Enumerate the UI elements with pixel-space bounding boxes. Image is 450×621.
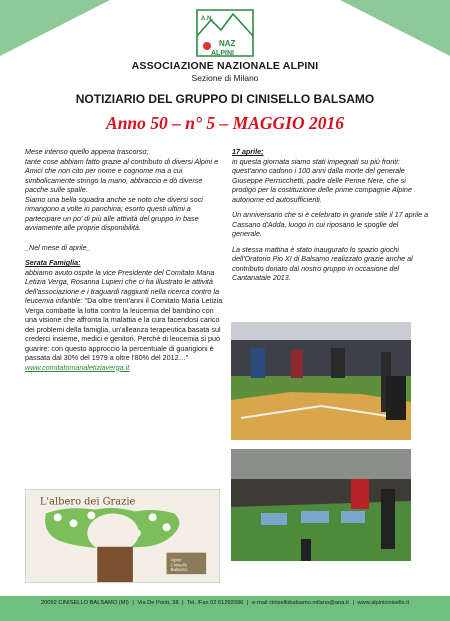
footer	[0, 600, 450, 606]
newsletter-title: NOTIZIARIO DEL GRUPPO DI CINISELLO BALSAMO	[75, 92, 375, 106]
header-corner-decoration-left	[0, 0, 110, 56]
oratorio-paragraph: La stessa mattina è stato inaugurato lo spazio giochi dell'Oratorio Pio XI di Balsamo realizzato grazie anche al contributo donato dal nostro gruppo in occasione del Cantanatale 2013.	[232, 244, 413, 282]
footer-separator: |	[352, 600, 354, 606]
intro-line: Siamo una bella squadra anche se noto che diversi soci rimangono a volte in panchina; esorto questi ultimi a partecipare un po' di più alle attività del gruppo in base avviamente alle proprie disponibilità.	[25, 194, 203, 232]
logo-text-alpini: ALPINI	[211, 50, 234, 57]
tree-title: L'albero dei Grazie	[39, 496, 136, 508]
issue-title: Anno 50 – n° 5 – MAGGIO 2016	[106, 113, 344, 133]
plaque-line: Balsamo	[170, 567, 188, 573]
comitato-link[interactable]: www.comitatomarialetiziaverga.it	[25, 362, 130, 372]
plaque-line: Cinisello	[170, 562, 188, 568]
logo-text-an: A.N.	[201, 16, 213, 22]
serata-title: Serata Famiglia:	[25, 258, 81, 267]
serata-quote: "Da oltre trent'anni il Comitato Maria Letizia Verga combatte la lotta contro la leucemia del bambino con una visione che affronta la malattia e la cura facendosi carico dei problemi della famiglia, un'alleanza terapeutica basata sul crederci insieme, medici e genitori. Perché di leucemia si può guarire: con questo approccio la percentuale di guarigioni è passata dal 30% del 1979 a oltre l'80% del 2012…"	[25, 296, 223, 362]
playground-children-photo	[231, 449, 411, 561]
footer-separator: |	[182, 600, 184, 606]
plaque-line: Alpini	[170, 557, 182, 563]
event-date: 17 aprile;	[232, 147, 264, 156]
intro-paragraph	[25, 147, 225, 233]
right-column	[232, 147, 430, 289]
footer-email[interactable]: e-mail cinisellobalsamo.milano@ana.it	[252, 600, 349, 606]
footer-address: 20092 CINISELLO BALSAMO (MI)	[40, 600, 129, 606]
footer-phone: Tel. /Fax 02 61293996	[187, 600, 244, 606]
footer-street: Via De Ponti, 38	[137, 600, 179, 606]
header-corner-decoration-right	[340, 0, 450, 56]
month-note: _Nel mese di aprile_	[25, 242, 91, 252]
left-column	[25, 147, 225, 372]
playground-group-photo	[231, 322, 411, 440]
footer-separator: |	[246, 600, 249, 606]
logo-text-naz: NAZ	[219, 39, 236, 48]
footer-website[interactable]: www.alpinicinisello.it	[357, 600, 410, 606]
intro-line: tante cose abbiam fatto grazie al contributo di diversi Alpini e Amici che non cito per nome e cognome ma a cui simbolicamente stringo la mano, abbraccio e dò diverse pacche sulle spalle.	[25, 156, 219, 194]
serata-text: abbiamo avuto ospite la vice Presidente del Comitato Maria Letizia Verga, Rosanna Lupieri che ci ha illustrato le attività dell'associazione e i traguardi raggiunti nella ricerca contro la leucemia infantile:	[25, 267, 219, 305]
footer-separator: |	[132, 600, 134, 606]
ana-logo	[193, 6, 257, 60]
albero-dei-grazie-photo	[25, 489, 220, 583]
cassano-paragraph: Un anniversario che si è celebrato in grande stile il 17 aprile a Cassano d'Adda, luogo in cui riposano le spoglie del generale.	[232, 210, 429, 238]
intro-line: Mese intenso quello appena trascorso;	[25, 147, 149, 156]
association-name: ASSOCIAZIONE NAZIONALE ALPINI	[131, 60, 319, 72]
event-intro: in questa giornata siamo stati impegnati su più fronti:	[232, 156, 400, 166]
perrucchetti-paragraph: quest'anno cadono i 100 anni dalla morte del generale Giuseppe Perrucchetti, padre delle Penne Nere, che si prodigò per la costituzione delle prime compagnie Alpine autonome ed autosufficienti.	[232, 166, 412, 204]
association-section: Sezione di Milano	[191, 73, 259, 83]
